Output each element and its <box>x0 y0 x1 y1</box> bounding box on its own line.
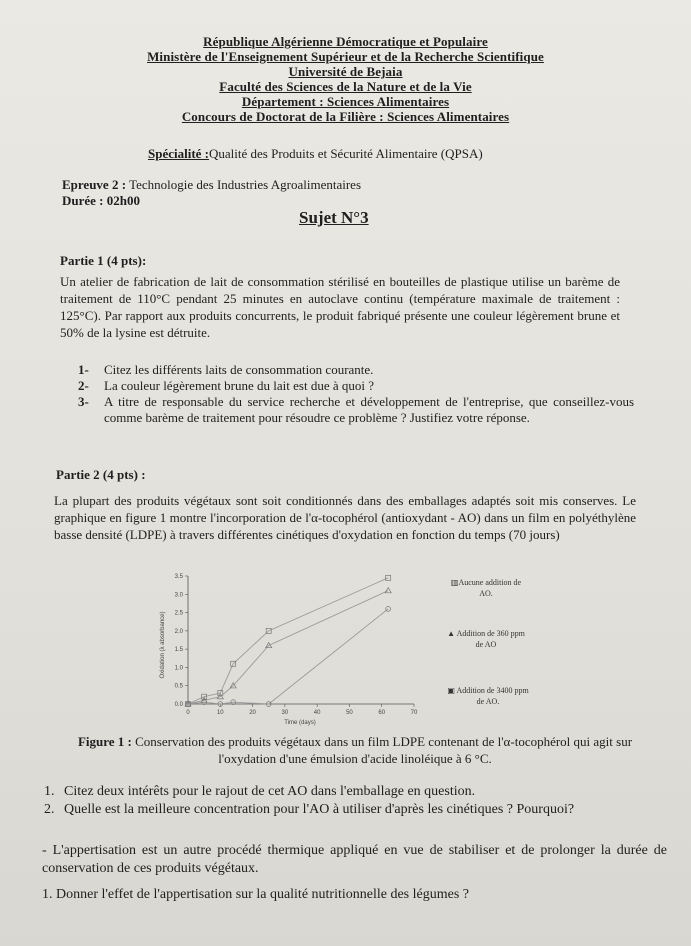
series-line <box>188 578 388 704</box>
triangle-legend-icon: ▲ <box>447 629 456 638</box>
question-number: 3- <box>78 394 89 409</box>
legend-line: de AO <box>475 640 497 649</box>
y-tick-label: 1.5 <box>174 647 183 654</box>
y-tick-label: 0.0 <box>174 702 183 708</box>
square-point <box>386 575 391 580</box>
x-tick-label: 60 <box>378 710 386 716</box>
y-tick-label: 2.0 <box>174 628 183 635</box>
y-tick-label: 1.0 <box>174 665 183 672</box>
x-tick-label: 50 <box>346 710 353 716</box>
question-number: 1- <box>78 362 89 377</box>
x-tick-label: 40 <box>313 710 321 716</box>
chart-axes <box>188 576 414 704</box>
x-tick-label: 20 <box>249 710 256 716</box>
duree-value: 02h00 <box>106 193 140 208</box>
question-text: A titre de responsable du service recherche et développement de l'entreprise, que conseillez-vous comme barème de traitement pour résoudre ce problème ? Justifiez votre réponse. <box>104 394 634 425</box>
sujet-title: Sujet N°3 <box>299 208 369 227</box>
legend-line: Addition de 3400 ppm <box>456 686 529 695</box>
legend-line: AO. <box>479 589 493 598</box>
question-number: 2- <box>78 378 89 393</box>
question-text: Quelle est la meilleure concentration pour l'AO à utiliser d'après les cinétiques ? Pourquoi? <box>64 802 575 817</box>
list-item <box>78 394 634 426</box>
appertisation-question: 1. Donner l'effet de l'appertisation sur la qualité nutritionnelle des légumes ? <box>42 887 469 902</box>
duree-label: Durée : <box>62 193 104 208</box>
series-line <box>188 609 388 704</box>
header-department: Département : Sciences Alimentaires <box>241 94 450 109</box>
list-item <box>78 378 634 394</box>
x-tick-label: 30 <box>281 710 289 716</box>
legend-line: Addition de 360 ppm <box>456 629 525 638</box>
epreuve-block <box>62 177 361 209</box>
partie1-title: Partie 1 (4 pts): <box>60 253 147 268</box>
y-tick-label: 3.0 <box>174 592 183 599</box>
question-text: Citez les différents laits de consommation courante. <box>104 362 374 377</box>
figure-caption <box>75 733 635 767</box>
x-axis-label: Time (days) <box>284 720 316 726</box>
specialite-value: Qualité des Produits et Sécurité Alimentaire (QPSA) <box>209 146 483 161</box>
header-concours: Concours de Doctorat de la Filière : Sciences Alimentaires <box>181 109 510 124</box>
list-item <box>44 801 664 819</box>
figure-caption-text: Conservation des produits végétaux dans un film LDPE contenant de l'α-tocophérol qui agit sur l'oxydation d'une émulsion d'acide linoléique à 6 °C. <box>135 734 633 766</box>
question-text: Citez deux intérêts pour le rajout de cet AO dans l'emballage en question. <box>64 784 476 799</box>
legend-entry-360 <box>436 628 536 650</box>
y-axis-label: Oxidation (λ absorbance) <box>160 611 166 679</box>
specialite-label: Spécialité : <box>148 146 210 161</box>
chart-series <box>185 575 391 706</box>
circle-legend-icon: ▣ <box>447 686 455 695</box>
figure-label: Figure 1 : <box>77 734 132 749</box>
legend-entry-3400 <box>438 685 538 707</box>
epreuve-label: Epreuve 2 : <box>62 177 127 192</box>
list-item <box>44 783 664 801</box>
epreuve-value: Technologie des Industries Agroalimentaires <box>129 177 362 192</box>
y-tick-label: 3.5 <box>174 574 183 580</box>
partie1-text: Un atelier de fabrication de lait de consommation stérilisé en bouteilles de plastique utilise un barème de traitement de 110°C pendant 25 minutes en autoclave continu (température maximale de traitement : 125°C). Par rapport aux produits concurrents, le produit fabriqué présente une couleur légèrement brune et 50% de la lysine est détruite. <box>60 274 620 340</box>
square-legend-icon: ▥ <box>450 578 459 587</box>
header-university: Université de Bejaia <box>288 64 403 79</box>
x-tick-label: 10 <box>216 710 224 716</box>
specialite-line <box>148 146 483 162</box>
header-faculty: Faculté des Sciences de la Nature et de la Vie <box>219 79 472 94</box>
partie2-text: La plupart des produits végétaux sont soit conditionnés dans des emballages adaptés soit mis conserves. Le graphique en figure 1 montre l'incorporation de l'α-tocophérol (antioxydant - AO) dans un film en polyéthylène basse densité (LDPE) à travers différentes cinétiques d'oxydation en fonction du temps (70 jours) <box>54 493 636 542</box>
question-number: 2. <box>44 802 55 817</box>
question-number: 1. <box>44 784 55 799</box>
partie2-title: Partie 2 (4 pts) : <box>56 467 146 482</box>
legend-line: de AO. <box>476 697 500 706</box>
x-tick-label: 70 <box>410 710 418 716</box>
partie1-questions <box>78 362 634 426</box>
legend-entry-none <box>436 577 536 599</box>
series-line <box>188 591 388 704</box>
y-tick-label: 2.5 <box>174 610 183 617</box>
header-block <box>0 34 691 124</box>
y-tick-label: 0.5 <box>174 683 183 690</box>
appertisation-text: - L'appertisation est un autre procédé thermique appliqué en vue de stabiliser et de prolonger la durée de conservation de ces produits végétaux. <box>42 843 667 876</box>
circle-point <box>386 607 391 612</box>
list-item <box>78 362 634 378</box>
partie2-questions <box>44 783 664 819</box>
oxidation-chart <box>152 568 427 728</box>
header-ministry: Ministère de l'Enseignement Supérieur et de la Recherche Scientifique <box>147 49 544 64</box>
header-republic: République Algérienne Démocratique et Populaire <box>203 34 488 49</box>
question-text: La couleur légèrement brune du lait est due à quoi ? <box>104 378 375 393</box>
x-tick-label: 0 <box>186 710 190 716</box>
legend-line: Aucune addition de <box>458 578 522 587</box>
